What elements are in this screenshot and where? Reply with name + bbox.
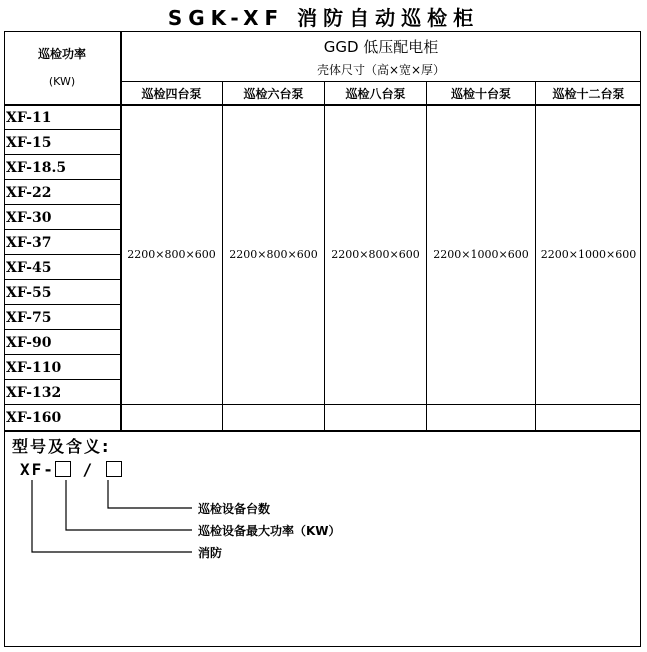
model-label: XF-160 — [6, 410, 62, 426]
column-header: 巡检十台泵 — [450, 86, 511, 101]
power-unit: (KW) — [48, 74, 76, 88]
model-label: XF-22 — [6, 185, 52, 201]
legend-title: 型号及含义: — [12, 437, 111, 456]
connector-count — [108, 480, 192, 508]
connector-power — [66, 480, 192, 530]
cabinet-type: GGD 低压配电柜 — [323, 37, 439, 56]
column-header: 巡检八台泵 — [345, 86, 406, 101]
power-label: 巡检功率 — [37, 46, 86, 61]
size-label: 壳体尺寸（高×宽×厚） — [316, 62, 446, 77]
column-header: 巡检十二台泵 — [552, 86, 625, 101]
model-label: XF-37 — [6, 235, 52, 251]
page-title: SGK-XF 消防自动巡检柜 — [167, 6, 480, 30]
model-label: XF-75 — [6, 310, 52, 326]
model-label: XF-15 — [6, 135, 52, 151]
model-label: XF-45 — [6, 260, 52, 276]
legend-item-power: 巡检设备最大功率（KW） — [198, 524, 341, 538]
model-label: XF-110 — [6, 360, 62, 376]
column-header: 巡检六台泵 — [243, 86, 304, 101]
model-label: XF-18.5 — [6, 160, 67, 176]
dimension-value: 2200×800×600 — [229, 248, 318, 261]
legend-item-count: 巡检设备台数 — [198, 502, 271, 516]
model-label: XF-30 — [6, 210, 52, 226]
model-label: XF-11 — [6, 110, 52, 126]
model-label: XF-55 — [6, 285, 52, 301]
column-header: 巡检四台泵 — [141, 86, 202, 101]
dimension-value: 2200×800×600 — [331, 248, 420, 261]
dimension-value: 2200×1000×600 — [433, 248, 529, 261]
dimension-value: 2200×1000×600 — [540, 248, 637, 261]
model-label: XF-132 — [6, 385, 62, 401]
connector-fire — [32, 480, 192, 552]
dimension-value: 2200×800×600 — [127, 248, 216, 261]
code-prefix: XF- — [20, 460, 55, 479]
model-label: XF-90 — [6, 335, 52, 351]
code-separator: / — [82, 460, 95, 479]
legend-item-fire: 消防 — [198, 546, 223, 560]
